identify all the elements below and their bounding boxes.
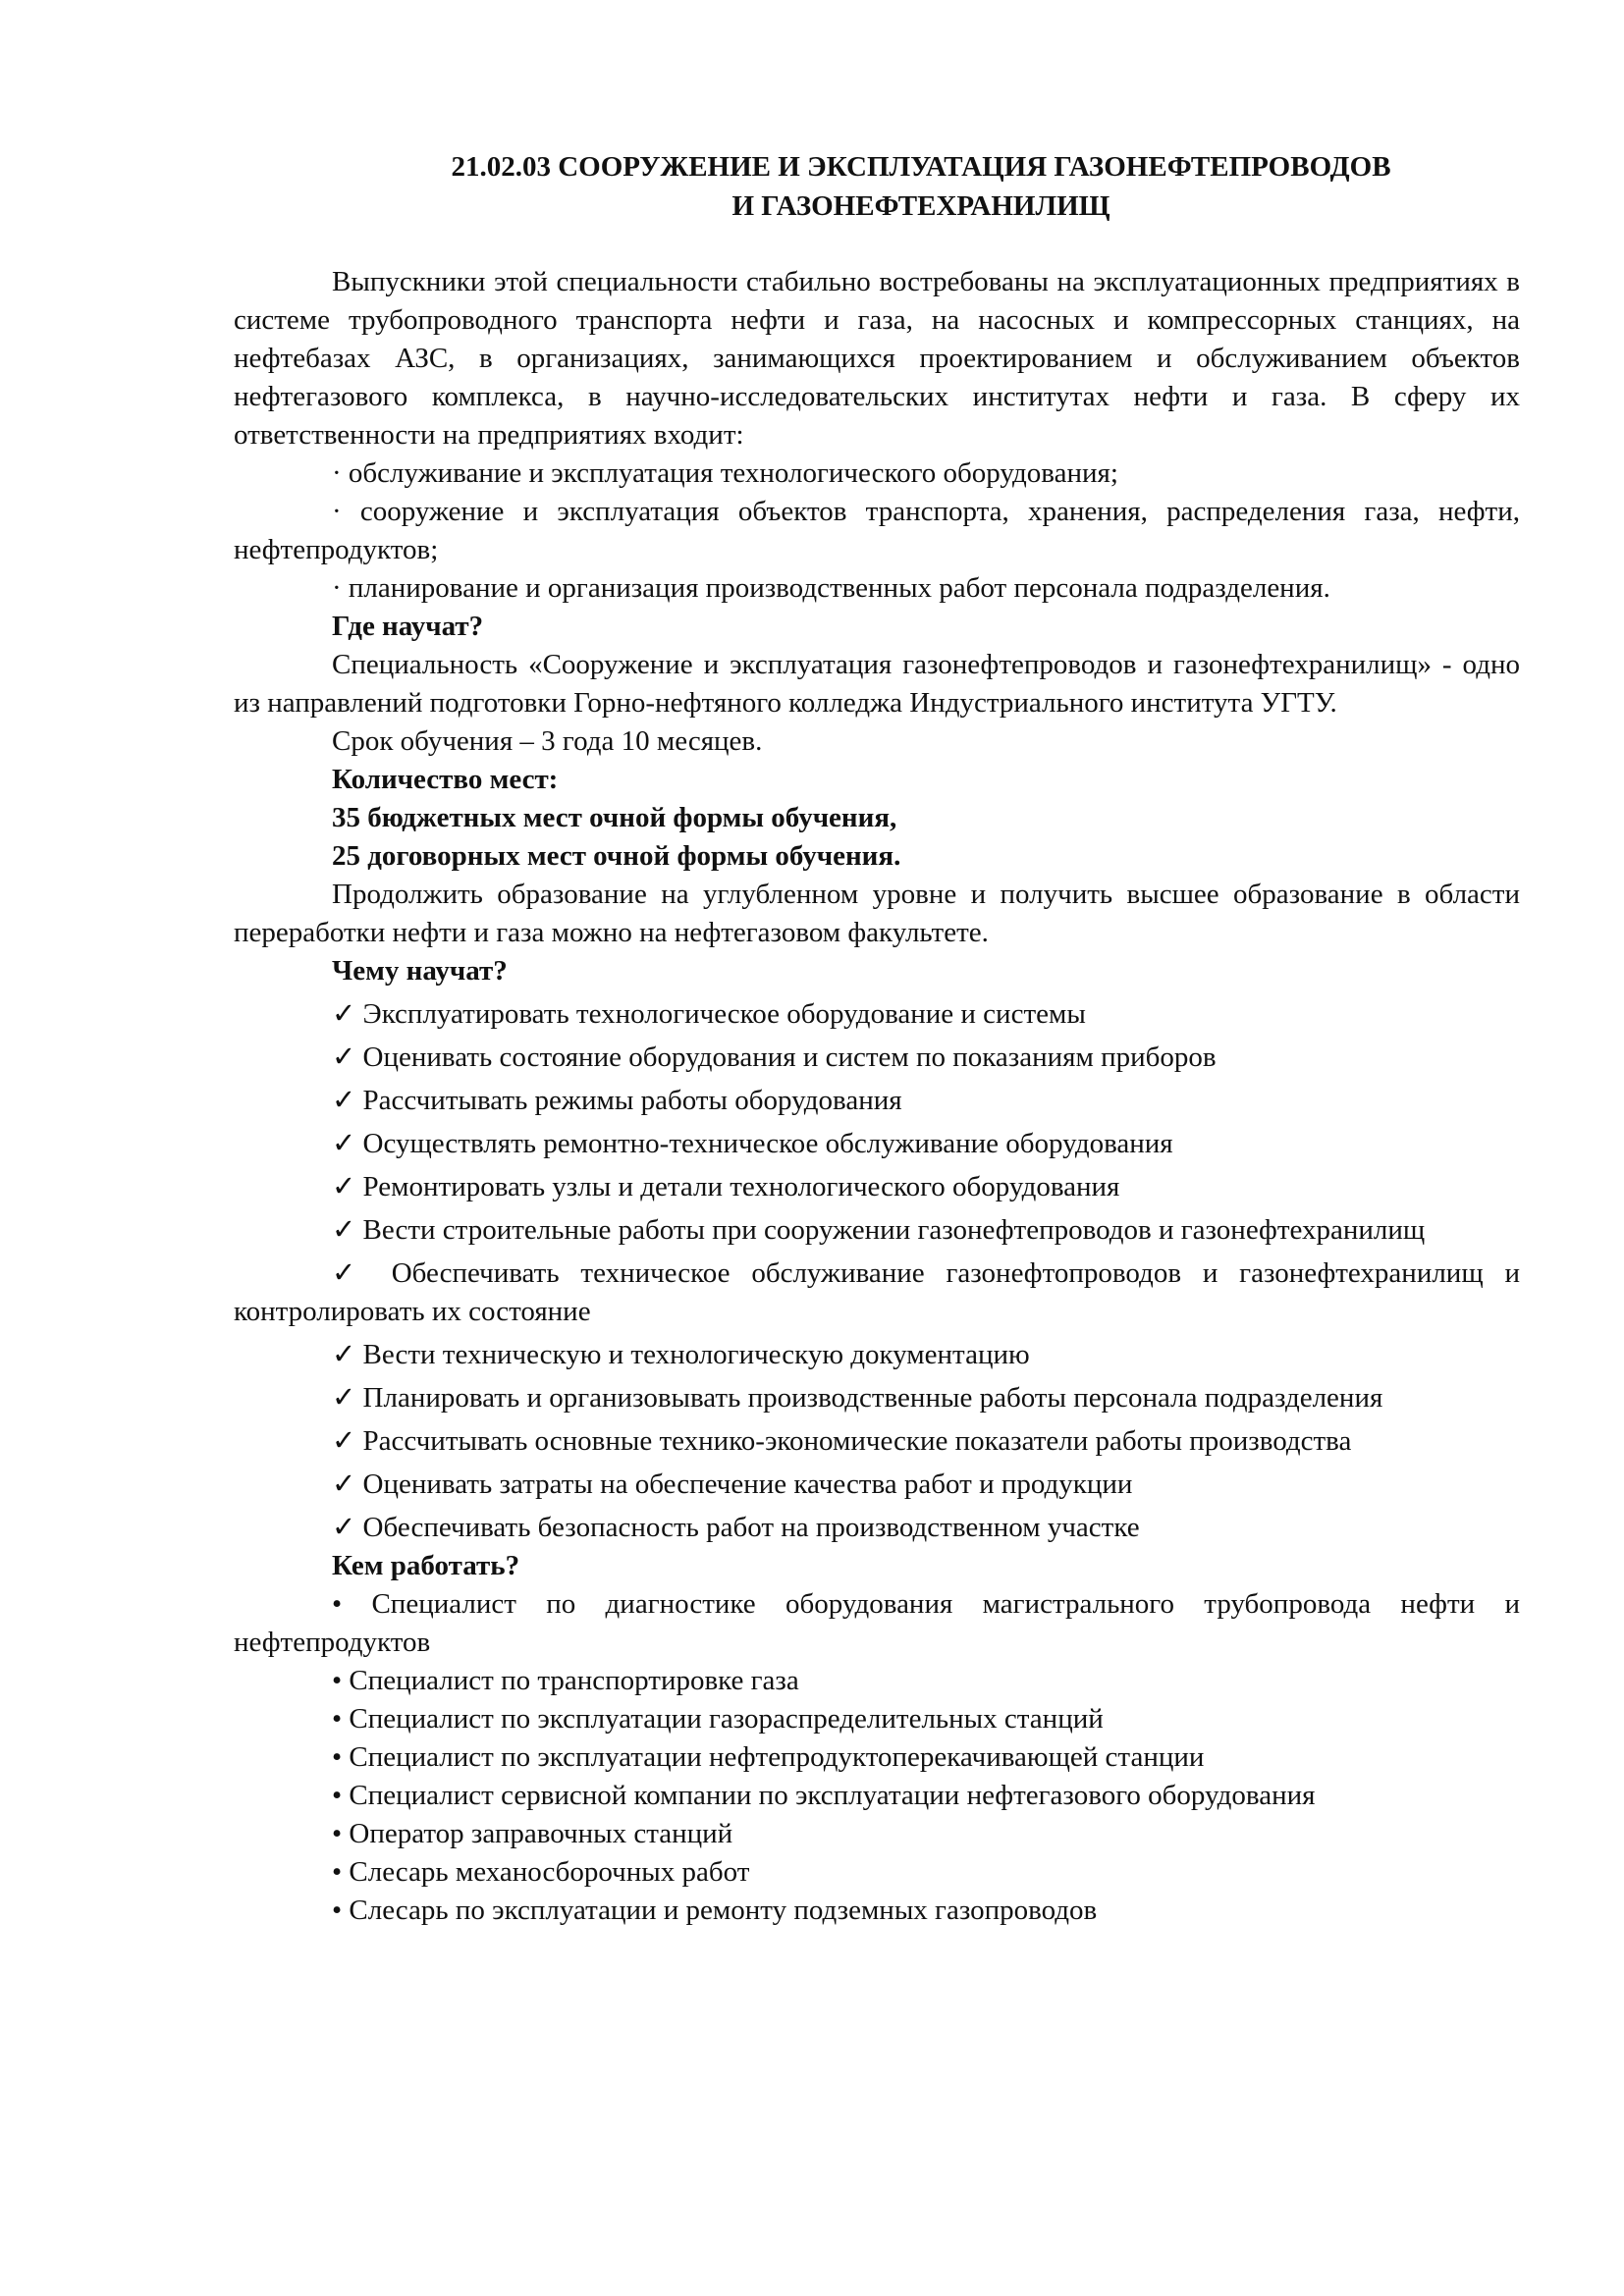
skill-item: ✓ Обеспечивать техническое обслуживание газонефтопроводов и газонефтехранилищ и контролировать их состояние [234, 1257, 1520, 1327]
career-item: • Специалист по транспортировке газа [332, 1665, 799, 1696]
career-item: • Слесарь по эксплуатации и ремонту подземных газопроводов [332, 1895, 1098, 1926]
responsibility-item: · планирование и организация производственных работ персонала подразделения. [332, 572, 1330, 604]
skill-item: ✓ Эксплуатировать технологическое оборудование и системы [332, 998, 1086, 1030]
career-item: • Специалист по эксплуатации нефтепродуктоперекачивающей станции [332, 1741, 1205, 1773]
document-title [234, 147, 1520, 226]
skill-item: ✓ Оценивать затраты на обеспечение качества работ и продукции [332, 1468, 1133, 1500]
careers-heading: Кем работать? [332, 1550, 520, 1581]
skill-item: ✓ Планировать и организовывать производственные работы персонала подразделения [332, 1382, 1383, 1414]
career-item: • Специалист по диагностике оборудования магистрального трубопровода нефти и нефтепродуктов [234, 1588, 1520, 1658]
skill-item: ✓ Вести строительные работы при сооружении газонефтепроводов и газонефтехранилищ [332, 1214, 1426, 1246]
skill-item: ✓ Рассчитывать основные технико-экономические показатели работы производства [332, 1425, 1352, 1457]
study-duration: Срок обучения – 3 года 10 месяцев. [332, 725, 763, 757]
careers-list [234, 1585, 1520, 1930]
where-heading: Где научат? [332, 611, 484, 642]
budget-places: 35 бюджетных мест очной формы обучения, [332, 802, 897, 833]
skill-item: ✓ Вести техническую и технологическую документацию [332, 1339, 1030, 1370]
career-item: • Специалист сервисной компании по эксплуатации нефтегазового оборудования [332, 1780, 1316, 1811]
intro-paragraph: Выпускники этой специальности стабильно востребованы на эксплуатационных предприятиях в системе трубопроводного транспорта нефти и газа, на насосных и компрессорных станциях, на нефтебазах АЗС, в организациях, занимающихся проектированием и обслуживанием объектов нефтегазового комплекса, в научно-исследовательских институтах нефти и газа. В сферу их ответственности на предприятиях входит: [234, 266, 1520, 451]
skill-item: ✓ Рассчитывать режимы работы оборудования [332, 1085, 902, 1116]
career-item: • Специалист по эксплуатации газораспределительных станций [332, 1703, 1104, 1735]
continue-education-text: Продолжить образование на углубленном уровне и получить высшее образование в области переработки нефти и газа можно на нефтегазовом факультете. [234, 879, 1520, 948]
skills-list [234, 995, 1520, 1547]
where-text: Специальность «Сооружение и эксплуатация газонефтепроводов и газонефтехранилищ» - одно из направлений подготовки Горно-нефтяного колледжа Индустриального института УГТУ. [234, 649, 1520, 719]
skills-heading: Чему научат? [332, 955, 508, 987]
career-item: • Оператор заправочных станций [332, 1818, 733, 1849]
skill-item: ✓ Обеспечивать безопасность работ на производственном участке [332, 1512, 1140, 1543]
skill-item: ✓ Осуществлять ремонтно-техническое обслуживание оборудования [332, 1128, 1173, 1159]
skill-item: ✓ Оценивать состояние оборудования и систем по показаниям приборов [332, 1041, 1217, 1073]
title-line-2: И ГАЗОНЕФТЕХРАНИЛИЩ [731, 190, 1110, 222]
career-item: • Слесарь механосборочных работ [332, 1856, 750, 1888]
contract-places: 25 договорных мест очной формы обучения. [332, 840, 901, 872]
places-heading: Количество мест: [332, 764, 559, 795]
title-line-1: 21.02.03 СООРУЖЕНИЕ И ЭКСПЛУАТАЦИЯ ГАЗОНЕФТЕПРОВОДОВ [451, 151, 1391, 183]
responsibility-item: · обслуживание и эксплуатация технологического оборудования; [332, 457, 1118, 489]
skill-item: ✓ Ремонтировать узлы и детали технологического оборудования [332, 1171, 1120, 1202]
document-page [234, 147, 1520, 1930]
responsibility-item: · сооружение и эксплуатация объектов транспорта, хранения, распределения газа, нефти, нефтепродуктов; [234, 496, 1520, 565]
responsibilities-list [234, 454, 1520, 608]
